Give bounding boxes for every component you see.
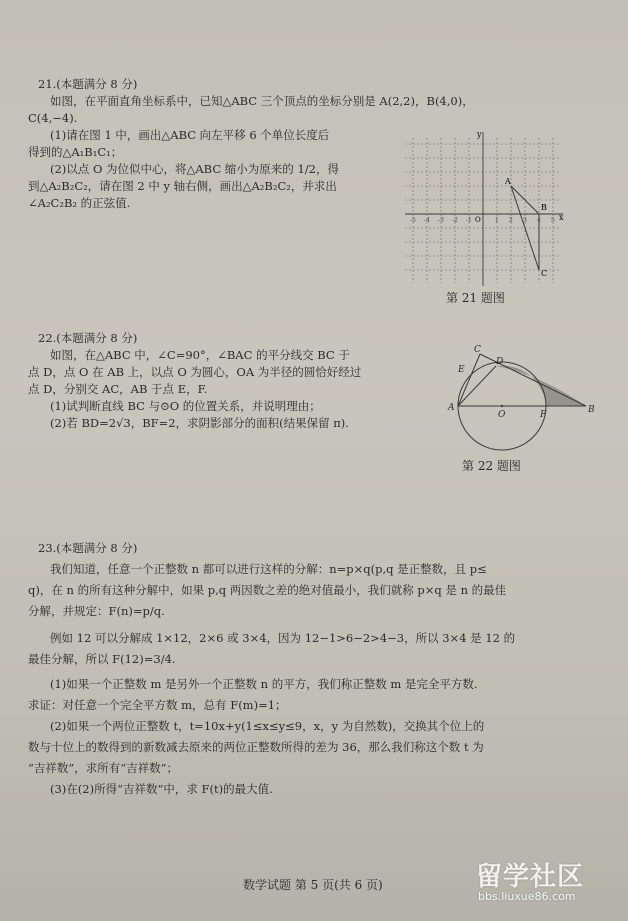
label-D: D [496, 357, 504, 367]
question-23 [28, 540, 598, 798]
q23-line: (1)如果一个正整数 m 是另外一个正整数 n 的平方，我们称正整数 m 是完全平方数. [50, 677, 478, 691]
q23-line: (2)如果一个两位正整数 t，t=10x+y(1≤x≤y≤9，x，y 为自然数)，交换其个位上的 [50, 719, 485, 733]
q22-line: 点 D，点 O 在 AB 上，以点 O 为圆心，OA 为半径的圆恰好经过 [28, 365, 362, 379]
label-B: B [588, 405, 595, 415]
q22-line: (2)若 BD=2√3，BF=2，求阴影部分的面积(结果保留 π). [50, 416, 349, 430]
q22-caption: 第 22 题图 [462, 459, 521, 473]
q21-line: 到△A₂B₂C₂，请在图 2 中 y 轴右侧，画出△A₂B₂C₂，并求出 [28, 179, 337, 193]
segment-AC [458, 354, 480, 406]
tick-label: 3 [523, 217, 527, 224]
q22-line: 点 D，分别交 AC，AB 于点 E，F. [28, 382, 208, 396]
point-B-label: B [541, 203, 547, 212]
watermark-url: bbs.liuxue86.com [478, 890, 576, 903]
grid-lines [405, 138, 560, 283]
q21-header: 21.(本题满分 8 分) [38, 77, 138, 91]
tick-label: 4 [537, 217, 541, 224]
origin-label: O [475, 216, 481, 224]
point-C-label: C [541, 269, 548, 278]
q23-line: 例如 12 可以分解成 1×12，2×6 或 3×4，因为 12−1>6−2>4−3，所以 3×4 是 12 的 [50, 631, 516, 645]
tick-label: -1 [466, 217, 472, 224]
question-22 [28, 330, 423, 432]
q22-circle-figure [428, 344, 596, 454]
point-A-label: A [505, 177, 511, 186]
q21-line: C(4,−4). [28, 111, 78, 125]
q23-header: 23.(本题满分 8 分) [38, 541, 138, 555]
tick-label: 5 [551, 217, 555, 224]
label-E: E [458, 365, 465, 375]
label-O: O [498, 410, 506, 420]
q21-line: (1)请在图 1 中，画出△ABC 向左平移 6 个单位长度后 [50, 128, 330, 142]
q21-line: ∠A₂C₂B₂ 的正弦值. [28, 196, 131, 210]
q21-grid-figure [405, 128, 565, 288]
q21-line: 如图，在平面直角坐标系中，已知△ABC 三个顶点的坐标分别是 A(2,2)，B(4,0)， [50, 94, 474, 108]
tick-label: -5 [410, 217, 416, 224]
q22-line: 如图，在△ABC 中，∠C=90°，∠BAC 的平分线交 BC 于 [50, 348, 350, 362]
center-dot [501, 405, 503, 407]
tick-label: -3 [438, 217, 444, 224]
q23-line: q)，在 n 的所有这种分解中，如果 p,q 两因数之差的绝对值最小，我们就称 p×q 是 n 的最佳 [28, 583, 507, 597]
label-C: C [474, 345, 481, 355]
q21-caption: 第 21 题图 [446, 291, 505, 305]
q23-line: 我们知道，任意一个正整数 n 都可以进行这样的分解：n=p×q(p,q 是正整数，且 p≤ [50, 562, 487, 576]
x-axis-label: x [559, 213, 564, 222]
tick-label: -4 [424, 217, 430, 224]
q23-line: (3)在(2)所得“吉祥数”中，求 F(t)的最大值. [50, 782, 273, 796]
tick-label: 1 [495, 217, 499, 224]
tick-label: 2 [509, 217, 513, 224]
q23-line: 分解，并规定：F(n)=p/q. [28, 604, 165, 618]
q23-line: “吉祥数”，求所有“吉祥数”； [28, 761, 179, 775]
tick-label: -2 [452, 217, 458, 224]
q23-line: 最佳分解，所以 F(12)=3/4. [28, 652, 176, 666]
q21-line: (2)以点 O 为位似中心，将△ABC 缩小为原来的 1/2，得 [50, 162, 339, 176]
y-axis-label: y [477, 130, 482, 139]
watermark [476, 856, 626, 916]
q21-line: 得到的△A₁B₁C₁； [28, 145, 123, 159]
label-A: A [448, 403, 455, 413]
q22-header: 22.(本题满分 8 分) [38, 331, 138, 345]
q22-line: (1)试判断直线 BC 与⊙O 的位置关系，并说明理由； [50, 399, 321, 413]
label-F: F [540, 410, 547, 420]
page-footer: 数学试题 第 5 页(共 6 页) [243, 878, 383, 892]
watermark-logo: 留学社区 [476, 862, 585, 892]
q23-line: 求证：对任意一个完全平方数 m，总有 F(m)=1； [28, 698, 287, 712]
q23-line: 数与十位上的数得到的新数减去原来的两位正整数所得的差为 36，那么我们称这个数 t 为 [28, 740, 484, 754]
question-21 [28, 76, 474, 212]
